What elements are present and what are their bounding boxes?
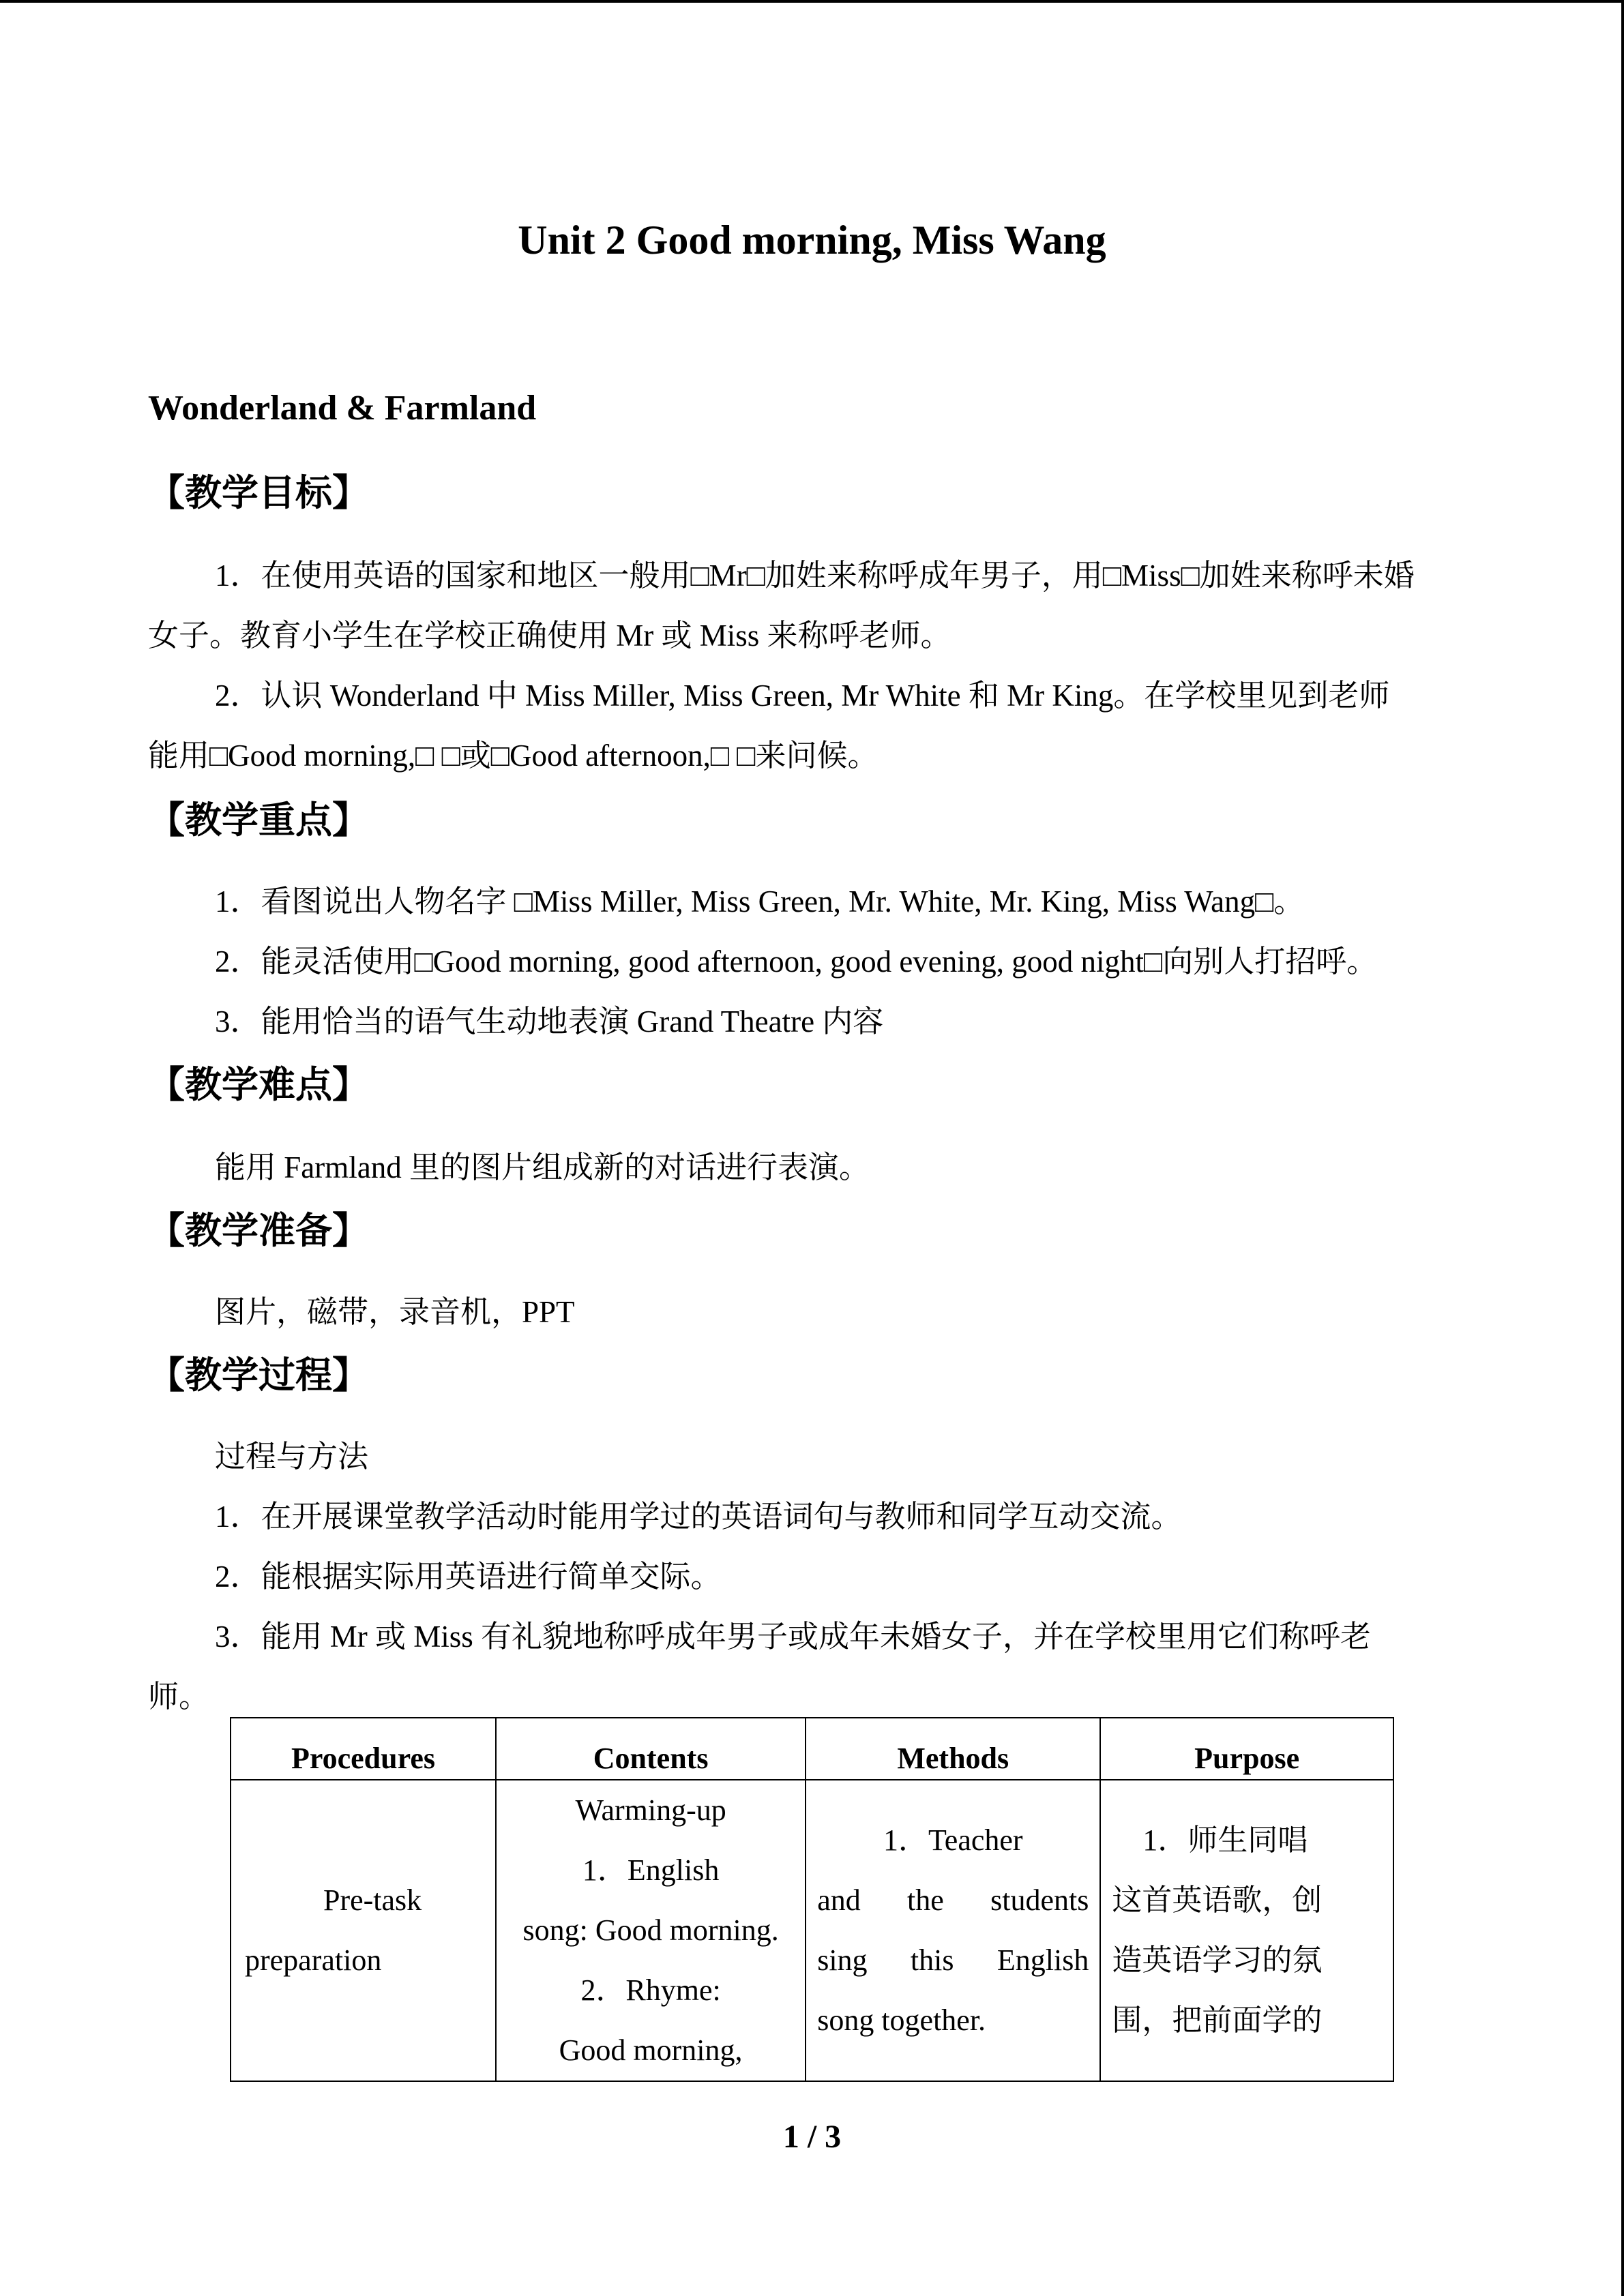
objectives-p2-line1: 2．认识 Wonderland 中 Miss Miller, Miss Green, Mr White 和 Mr King。在学校里见到老师 [215,679,1390,713]
document-subtitle: Wonderland & Farmland [148,389,537,428]
methods-line: and the students [817,1883,1089,1917]
process-intro: 过程与方法 [215,1440,369,1474]
header-purpose: Purpose [1100,1718,1393,1780]
procedures-table [230,1717,1394,2082]
purpose-line: 造英语学习的氛 [1112,1943,1323,1977]
preparation-text: 图片，磁带，录音机，PPT [215,1295,575,1329]
cell-contents [496,1780,806,2081]
contents-line: 2．Rhyme: [580,1973,721,2007]
page-border-right [1621,0,1624,2296]
purpose-line: 围，把前面学的 [1112,2003,1323,2037]
procedure-line: preparation [245,1943,382,1977]
key-point-item: 3．能用恰当的语气生动地表演 Grand Theatre 内容 [215,1004,884,1039]
process-item-3-line1: 3．能用 Mr 或 Miss 有礼貌地称呼成年男子或成年未婚女子，并在学校里用它们称呼老 [215,1620,1372,1654]
process-item-3-line2: 师。 [148,1680,210,1714]
contents-line: 1．English [582,1853,720,1887]
objectives-heading: 【教学目标】 [148,471,369,514]
header-contents: Contents [496,1718,806,1780]
purpose-line: 这首英语歌，创 [1112,1883,1323,1917]
table-row [231,1780,1393,2081]
header-methods: Methods [806,1718,1100,1780]
contents-line: Warming-up [575,1793,726,1827]
objectives-p1-line2: 女子。教育小学生在学校正确使用 Mr 或 Miss 来称呼老师。 [148,618,951,653]
key-point-item: 1．看图说出人物名字 □Miss Miller, Miss Green, Mr. White, Mr. King, Miss Wang□。 [215,884,1305,919]
process-item-1: 1．在开展课堂教学活动时能用学过的英语词句与教师和同学互动交流。 [215,1500,1182,1534]
document-title: Unit 2 Good morning, Miss Wang [518,218,1106,263]
process-heading: 【教学过程】 [148,1354,369,1397]
contents-line: song: Good morning. [522,1913,779,1947]
key-points-heading: 【教学重点】 [148,799,369,841]
difficulties-text: 能用 Farmland 里的图片组成新的对话进行表演。 [215,1150,870,1184]
objectives-p2-line2: 能用□Good morning,□ □或□Good afternoon,□ □来问候。 [148,739,879,773]
methods-line: 1．Teacher [883,1823,1023,1857]
cell-purpose [1100,1780,1393,2081]
header-procedures: Procedures [231,1718,496,1780]
page-number: 1 / 3 [782,2119,842,2155]
objectives-p1-line1: 1．在使用英语的国家和地区一般用□Mr□加姓来称呼成年男子，用□Miss□加姓来称呼未婚 [215,558,1415,593]
procedure-line: Pre-task [323,1883,422,1917]
cell-methods [806,1780,1100,2081]
process-item-2: 2．能根据实际用英语进行简单交际。 [215,1560,722,1594]
preparation-heading: 【教学准备】 [148,1209,369,1252]
key-point-item: 2．能灵活使用□Good morning, good afternoon, good evening, good night□向别人打招呼。 [215,944,1378,979]
table-header-row [231,1718,1393,1780]
contents-line: Good morning, [559,2033,743,2067]
cell-procedure [231,1780,496,2081]
methods-line: song together. [817,2003,986,2037]
purpose-line: 1．师生同唱 [1142,1823,1308,1857]
page-border-top [0,0,1624,3]
methods-line: sing this English [817,1943,1089,1977]
difficulties-heading: 【教学难点】 [148,1063,369,1106]
